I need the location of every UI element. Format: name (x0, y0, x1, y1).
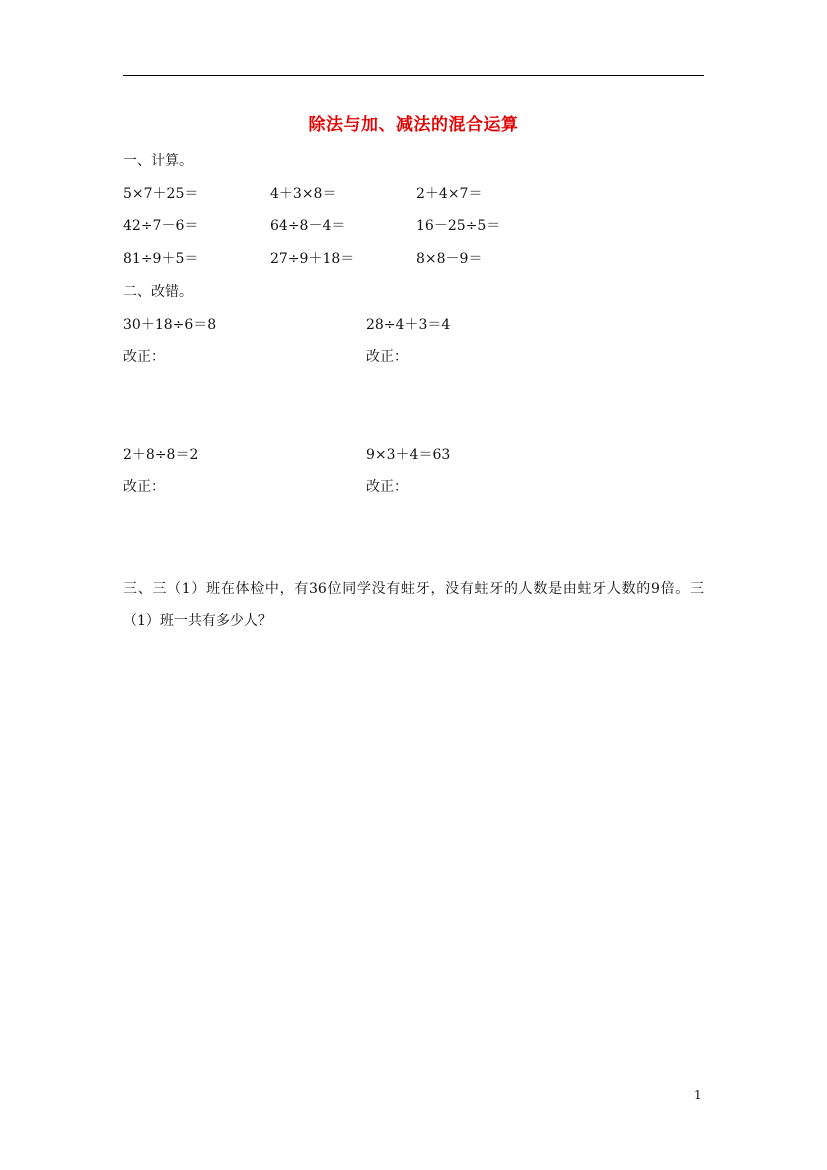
wrong-equation: 9×3＋4＝63 (366, 447, 451, 463)
page-number: 1 (694, 1088, 702, 1102)
calc-problem: 2＋4×7＝ (416, 186, 483, 202)
wrong-equation: 30＋18÷6＝8 (123, 317, 217, 333)
correction-label: 改正： (366, 479, 408, 495)
wrong-equation: 2＋8÷8＝2 (123, 447, 199, 463)
correction-label: 改正： (123, 479, 165, 495)
calc-problem: 81÷9＋5＝ (123, 251, 199, 267)
calc-problem: 4＋3×8＝ (270, 186, 337, 202)
section1-heading: 一、计算。 (123, 153, 193, 169)
word-problem: 三、三（1）班在体检中，有36位同学没有蛀牙，没有蛀牙的人数是由蛀牙人数的9倍。三（1）班一共有多少人？ (123, 581, 704, 629)
calc-problem: 64÷8－4＝ (270, 218, 346, 234)
header-rule (123, 75, 704, 76)
wrong-equation: 28÷4＋3＝4 (366, 317, 451, 333)
correction-label: 改正： (366, 349, 408, 365)
page-title: 除法与加、减法的混合运算 (308, 115, 519, 135)
calc-problem: 42÷7－6＝ (123, 218, 199, 234)
calc-problem: 16－25÷5＝ (416, 218, 501, 234)
calc-problem: 8×8－9＝ (416, 251, 483, 267)
correction-label: 改正： (123, 349, 165, 365)
calc-problem: 5×7＋25＝ (123, 186, 199, 202)
calc-problem: 27÷9＋18＝ (270, 251, 355, 267)
section2-heading: 二、改错。 (123, 284, 193, 300)
